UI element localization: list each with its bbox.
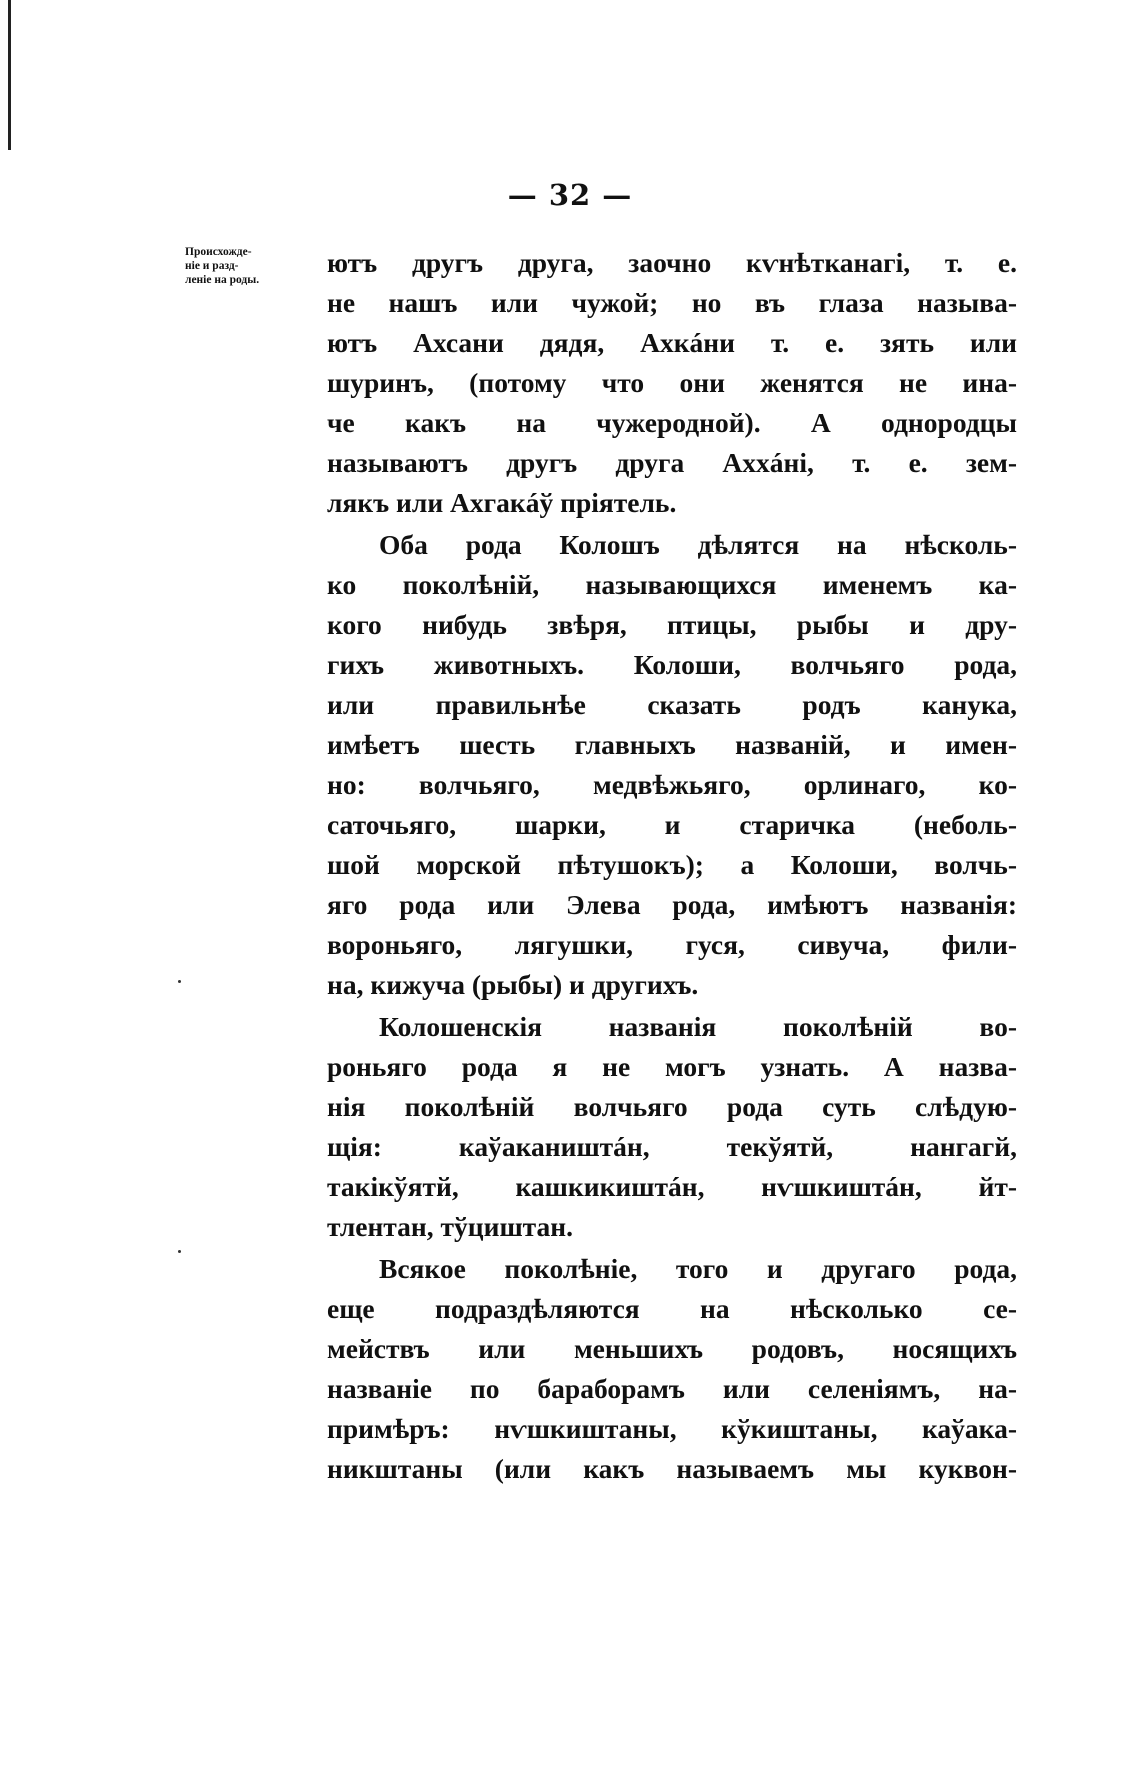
margin-note-line: Происхожде-: [185, 246, 252, 258]
text-line: шуринъ, (потому что они женятся не ина-: [327, 367, 1017, 398]
text-line: не нашъ или чужой; но въ глаза называ-: [327, 287, 1017, 318]
text-line: названіе по бараборамъ или селеніямъ, на-: [327, 1373, 1017, 1404]
text-line: имѣетъ шесть главныхъ названій, и имен-: [327, 729, 1017, 760]
scan-edge-line: [8, 0, 11, 150]
text-line: называютъ другъ друга Аххáні, т. е. зем-: [327, 447, 1017, 478]
text-line: Колошенскія названія поколѣній во-: [379, 1011, 1017, 1042]
text-line: тлентан, тўциштан.: [327, 1211, 573, 1242]
text-line: яго рода или Элева рода, имѣютъ названія:: [327, 889, 1017, 920]
text-line: или правильнѣе сказать родъ канука,: [327, 689, 1017, 720]
text-line: на, кижуча (рыбы) и другихъ.: [327, 969, 699, 1000]
text-line: еще подраздѣляются на нѣсколько се-: [327, 1293, 1017, 1324]
margin-note-line: леніе на роды.: [185, 274, 260, 286]
text-line: саточьяго, шарки, и старичка (неболь-: [327, 809, 1017, 840]
text-line: че какъ на чужеродной). А однородцы: [327, 407, 1017, 438]
margin-note-line: ніе и разд-: [185, 260, 239, 272]
margin-note: [185, 245, 320, 287]
text-line: кого нибудь звѣря, птицы, рыбы и дру-: [327, 609, 1017, 640]
text-line: ко поколѣній, называющихся именемъ ка-: [327, 569, 1017, 600]
text-line: никштаны (или какъ называемъ мы куквон-: [327, 1453, 1017, 1484]
text-line: роньяго рода я не могъ узнать. А назва-: [327, 1051, 1017, 1082]
text-line: ютъ Ахсани дядя, Ахкáни т. е. зять или: [327, 327, 1017, 358]
scan-speck: [178, 1250, 181, 1253]
text-line: щія: каўакаништáн, текўятй, нангагй,: [327, 1131, 1017, 1162]
text-line: примѣръ: нѵшкиштаны, кўкиштаны, каўака-: [327, 1413, 1017, 1444]
text-line: гихъ животныхъ. Колоши, волчьяго рода,: [327, 649, 1017, 680]
body-text: [327, 243, 1017, 1489]
text-line: вороньяго, лягушки, гуся, сивуча, фили-: [327, 929, 1017, 960]
text-line: нія поколѣній волчьяго рода суть слѣдую-: [327, 1091, 1017, 1122]
text-line: Всякое поколѣніе, того и другаго рода,: [379, 1253, 1017, 1284]
text-line: такікўятй, кашкикиштáн, нѵшкиштáн, йт-: [327, 1171, 1017, 1202]
text-line: мействъ или меньшихъ родовъ, носящихъ: [327, 1333, 1017, 1364]
scan-speck: [178, 980, 181, 983]
text-line: Оба рода Колошъ дѣлятся на нѣсколь-: [379, 529, 1017, 560]
text-line: шой морской пѣтушокъ); а Колоши, волчь-: [327, 849, 1017, 880]
text-line: но: волчьяго, медвѣжьяго, орлинаго, ко-: [327, 769, 1017, 800]
text-line: ютъ другъ друга, заочно кѵнѣтканагі, т. е.: [327, 247, 1017, 278]
page-number: — 32 —: [507, 178, 633, 212]
text-line: лякъ или Ахгакáў пріятель.: [327, 487, 677, 518]
